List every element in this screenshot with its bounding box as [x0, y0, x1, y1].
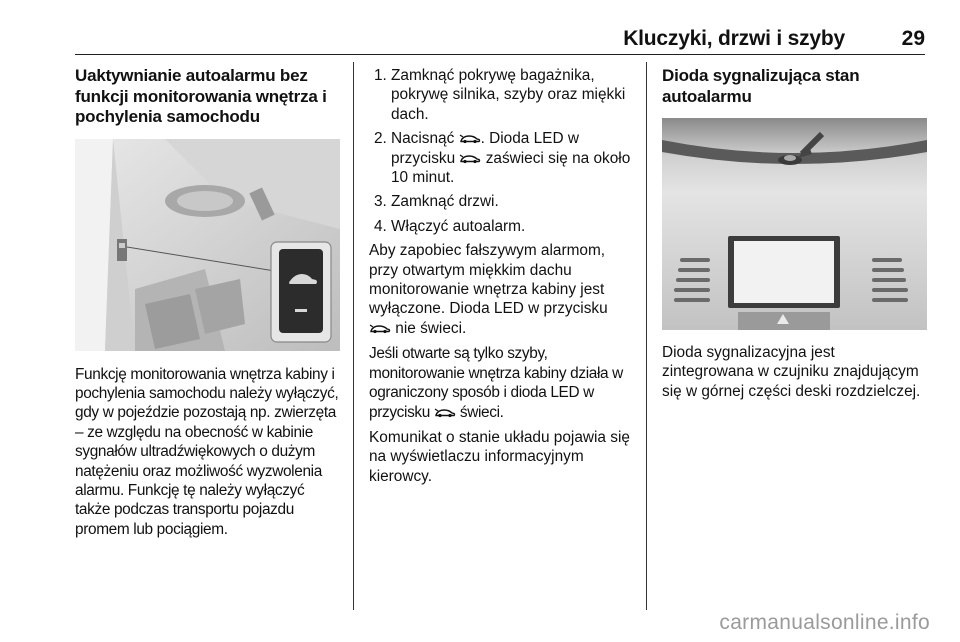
- step-number: 3.: [374, 193, 387, 211]
- step-number: 2.: [374, 130, 387, 148]
- paragraph-monitoring-disable: Funkcję monitorowania wnętrza kabiny i pochylenia samochodu należy wyłączyć, gdy w pojeździe pozostają np. zwierzęta – ze względu na obecność w kabinie sygnałów ultradźwiękowych o dużym natężeniu oraz możliwość wyzwolenia alarmu. Funkcję tę należy wyłączyć także podczas transportu pojazdu promem lub pociągiem.: [75, 365, 339, 538]
- steps-list: [369, 66, 633, 236]
- paragraph-text: nie świeci.: [391, 319, 467, 337]
- section-heading-activation: Uaktywnianie autoalarmu bez funkcji monitorowania wnętrza i pochylenia samochodu: [75, 66, 327, 126]
- dashboard-led-illustration: [662, 118, 927, 330]
- list-item: [369, 192, 633, 211]
- step-number: 4.: [374, 217, 387, 235]
- step-text: Nacisnąć: [391, 130, 459, 148]
- step-text: Zamknąć pokrywę bagażnika, pokrywę silnika, szyby oraz miękki dach.: [391, 67, 626, 123]
- paragraph-windows-open: [369, 344, 633, 422]
- dashboard-button-illustration: [75, 139, 340, 351]
- car-tilt-icon: [369, 323, 391, 334]
- watermark: carmanualsonline.info: [719, 611, 930, 634]
- column-divider-2: [646, 62, 647, 610]
- header-rule: [75, 54, 925, 55]
- paragraph-text: Aby zapobiec fałszywym alarmom, przy otwartym miękkim dachu monitorowanie wnętrza kabiny jest wyłączone. Dioda LED w przycisku: [369, 242, 608, 318]
- paragraph-text: Jeśli otwarte są tylko szyby, monitorowanie wnętrza kabiny działa w ograniczony sposób i dioda LED w przycisku: [369, 345, 623, 421]
- car-tilt-icon: [459, 153, 481, 164]
- column-1: [75, 66, 340, 545]
- list-item: [369, 217, 633, 236]
- car-tilt-icon: [459, 133, 481, 144]
- column-2: [369, 66, 633, 492]
- column-3: [662, 66, 930, 407]
- step-text: zaświeci się na około 10 minut.: [391, 149, 631, 187]
- paragraph-led-location: Dioda sygnalizacyjna jest zintegrowana w czujniku znajdującym się w górnej części deski rozdzielczej.: [662, 344, 921, 400]
- paragraph-status-message: Komunikat o stanie układu pojawia się na wyświetlaczu informacyjnym kierowcy.: [369, 428, 630, 485]
- step-text: Zamknąć drzwi.: [391, 193, 499, 211]
- step-text: Włączyć autoalarm.: [391, 217, 526, 235]
- running-header-title: Kluczyki, drzwi i szyby: [623, 27, 845, 50]
- column-divider-1: [353, 62, 354, 610]
- page-number: 29: [901, 27, 925, 50]
- car-tilt-icon: [434, 407, 456, 418]
- list-item: [369, 66, 633, 124]
- section-heading-led: Dioda sygnalizująca stan autoalarmu: [662, 66, 860, 106]
- paragraph-text: świeci.: [455, 403, 504, 421]
- step-number: 1.: [374, 67, 387, 84]
- list-item: [369, 129, 633, 187]
- step-text: . Dioda LED w przycisku: [391, 130, 579, 167]
- paragraph-soft-top: [369, 241, 633, 338]
